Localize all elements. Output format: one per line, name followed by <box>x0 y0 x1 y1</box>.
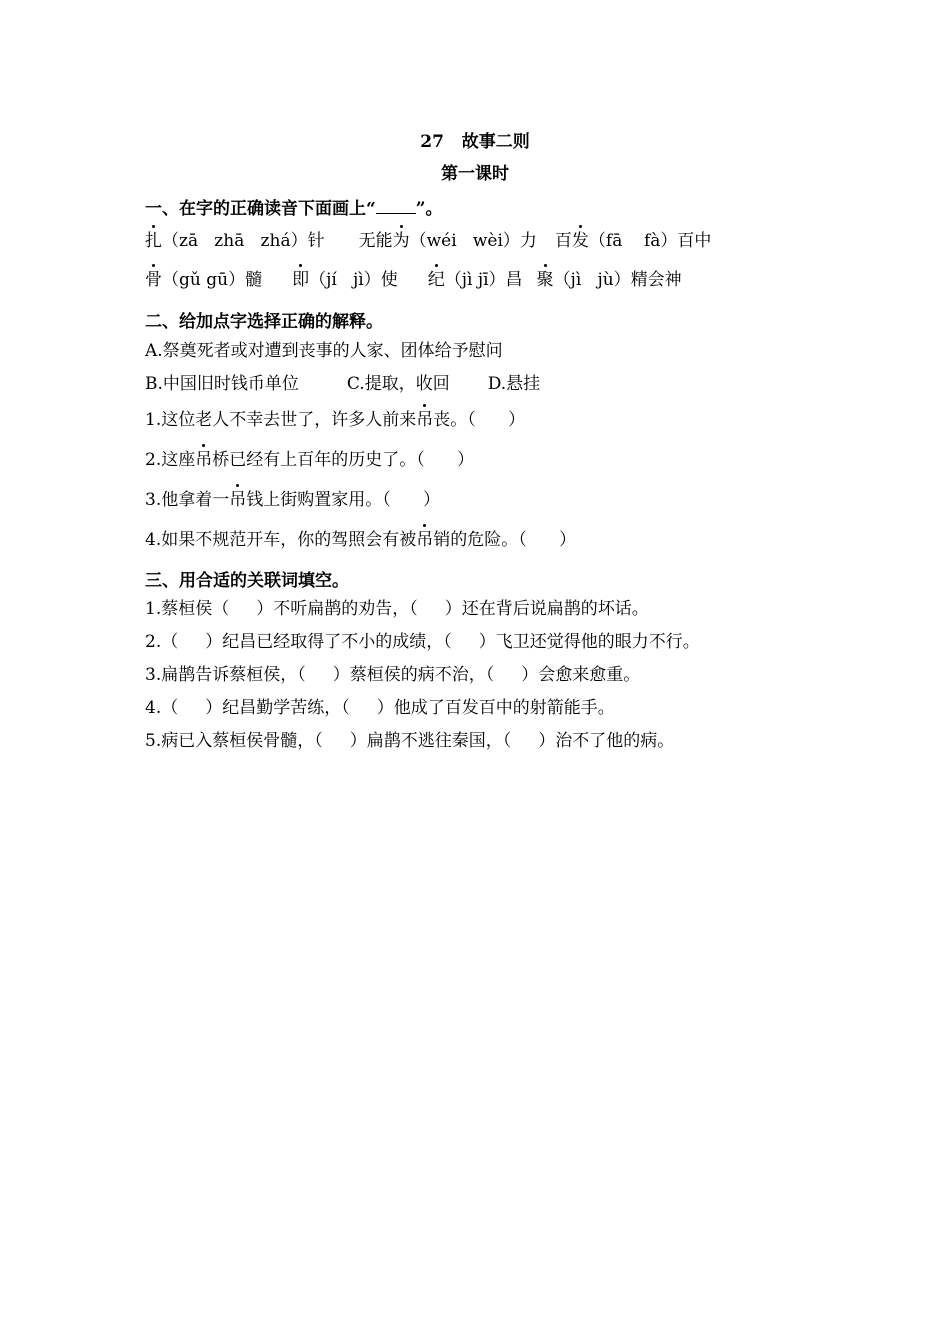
options-bcd <box>145 373 540 395</box>
page-title: 27 故事二则 <box>420 132 530 152</box>
dotted-char: 扎 <box>145 231 162 251</box>
section3-heading: 三、用合适的关联词填空。 <box>145 571 349 591</box>
word-rest: 使 <box>380 270 398 290</box>
option-a: A.祭奠死者或对遭到丧事的人家、团体给予慰问 <box>145 341 503 361</box>
option-d: D.悬挂 <box>487 374 541 394</box>
word-rest: 昌 <box>505 270 523 290</box>
answer-blank[interactable]: 桥已经有上百年的历史了。（ ） <box>212 450 475 470</box>
pinyin-options: （wéi wèi） <box>409 231 520 251</box>
question-3 <box>145 489 440 511</box>
fill-item-5[interactable]: 5.病已入蔡桓侯骨髓，（ ）扁鹊不逃往秦国，（ ）治不了他的病。 <box>145 731 675 751</box>
section1-heading-post: ”。 <box>415 199 443 219</box>
option-c: C.提取，收回 <box>346 374 450 394</box>
option-b: B.中国旧时钱币单位 <box>145 374 299 394</box>
word-rest: 精会神 <box>630 270 682 290</box>
fill-item-2[interactable]: 2.（ ）纪昌已经取得了不小的成绩，（ ）飞卫还觉得他的眼力不行。 <box>145 632 700 652</box>
pinyin-options: （fā fà） <box>588 231 678 251</box>
question-4 <box>145 529 576 551</box>
question-1 <box>145 409 525 431</box>
dotted-char: 聚 <box>536 270 554 290</box>
question-text: 4.如果不规范开车，你的驾照会有被 <box>145 530 417 550</box>
fill-item-1[interactable]: 1.蔡桓侯（ ）不听扁鹊的劝告，（ ）还在背后说扁鹊的坏话。 <box>145 599 649 619</box>
section1-heading <box>145 194 443 219</box>
pinyin-options: （zā zhā zhá） <box>162 231 308 251</box>
word-rest: 髓 <box>245 270 263 290</box>
section1-row2 <box>145 269 682 291</box>
page-subtitle: 第一课时 <box>441 164 509 184</box>
question-2 <box>145 449 474 471</box>
answer-blank[interactable]: 销的危险。（ ） <box>433 530 577 550</box>
word-pre: 无能 <box>358 231 393 251</box>
dotted-char: 为 <box>392 231 410 251</box>
dotted-char: 纪 <box>427 270 445 290</box>
fill-item-4[interactable]: 4.（ ）纪昌勤学苦练，（ ）他成了百发百中的射箭能手。 <box>145 698 615 718</box>
word-pre: 百 <box>554 231 572 251</box>
section2-heading: 二、给加点字选择正确的解释。 <box>145 312 383 332</box>
section1-row1 <box>145 230 711 252</box>
word-rest: 百中 <box>677 231 712 251</box>
dotted-char: 吊 <box>229 490 247 510</box>
pinyin-options: （jì jù） <box>553 270 631 290</box>
question-text: 3.他拿着一 <box>145 490 230 510</box>
pinyin-options: （jì jī） <box>444 270 506 290</box>
answer-underline-sample <box>376 199 416 214</box>
word-rest: 力 <box>519 231 537 251</box>
dotted-char: 发 <box>571 231 589 251</box>
question-text: 1.这位老人不幸去世了，许多人前来 <box>145 410 417 430</box>
pinyin-options: （jí jì） <box>309 270 381 290</box>
answer-blank[interactable]: 钱上街购置家用。（ ） <box>246 490 441 510</box>
pinyin-options: （gǔ gū） <box>162 270 246 290</box>
dotted-char: 即 <box>292 270 310 290</box>
dotted-char: 吊 <box>195 450 213 470</box>
dotted-char: 骨 <box>145 270 162 290</box>
dotted-char: 吊 <box>416 410 434 430</box>
fill-item-3[interactable]: 3.扁鹊告诉蔡桓侯，（ ）蔡桓侯的病不治，（ ）会愈来愈重。 <box>145 665 641 685</box>
word-rest: 针 <box>307 231 325 251</box>
question-text: 2.这座 <box>145 450 196 470</box>
dotted-char: 吊 <box>416 530 434 550</box>
section1-heading-pre: 一、在字的正确读音下面画上“ <box>145 199 376 219</box>
answer-blank[interactable]: 丧。（ ） <box>433 410 526 430</box>
